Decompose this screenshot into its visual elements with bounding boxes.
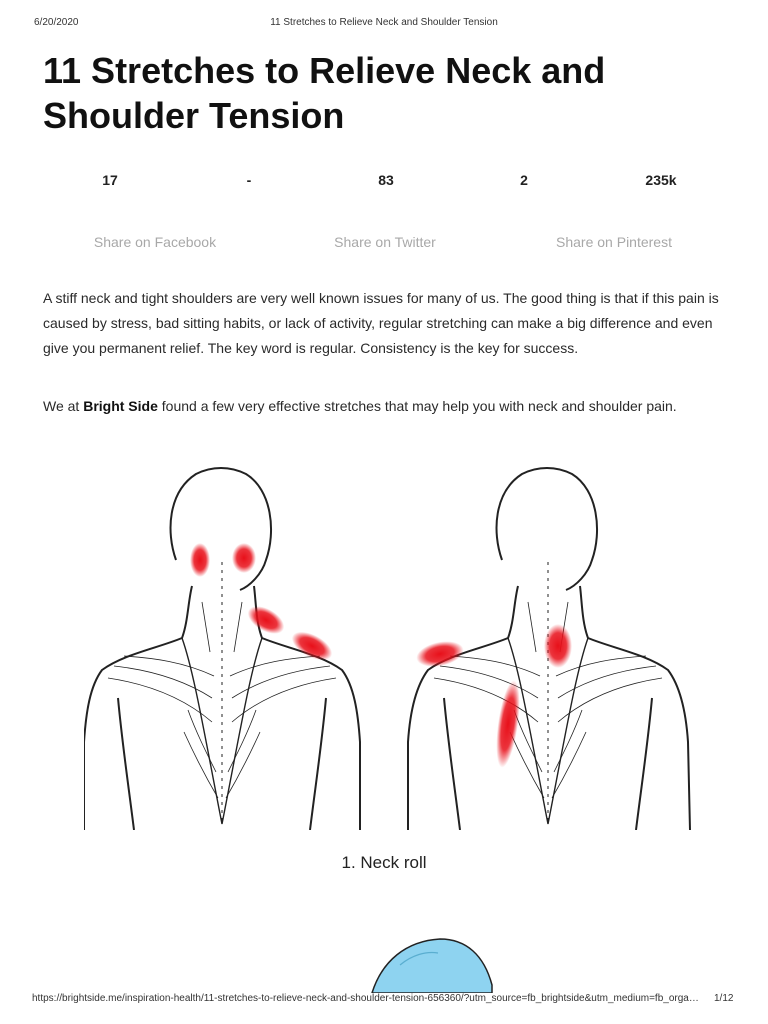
neck-shoulder-pain-points-illustration [84,462,696,830]
share-pinterest-button[interactable]: Share on Pinterest [556,234,672,250]
section-heading-neck-roll: 1. Neck roll [341,853,427,872]
bright-side-paragraph [43,394,733,419]
stat-count-5: 235k [645,172,677,188]
print-date: 6/20/2020 [34,17,79,28]
intro-paragraph: A stiff neck and tight shoulders are very well known issues for many of us. The good thing is that if this pain is caused by stress, bad sitting habits, or lack of activity, regular stretching can make a big difference and even give you permanent relief. The key word is regular. Consistency is the key for success. [43,290,719,356]
page-number: 1/12 [714,993,734,1004]
neck-roll-illustration-top [360,925,500,993]
left-pain-spots [190,543,337,666]
print-footer [0,993,768,1024]
article-title [43,48,743,138]
p2-prefix: We at [43,398,84,414]
share-twitter-button[interactable]: Share on Twitter [334,234,436,250]
title-line-2: Shoulder Tension [43,95,345,136]
stat-count-2: - [246,172,252,188]
print-url: https://brightside.me/inspiration-health/11-stretches-to-relieve-neck-and-shoulder-tension-656360/?utm_source=fb_brightside&utm_medium=fb_orga… [32,993,699,1004]
title-line-1: 11 Stretches to Relieve Neck and [43,50,606,91]
stat-count-4: 2 [520,172,528,188]
brand-name: Bright Side [83,398,158,414]
print-header [0,17,768,31]
stat-count-3: 83 [378,172,394,188]
p2-suffix: found a few very effective stretches that may help you with neck and shoulder pain. [157,398,677,414]
print-page-title: 11 Stretches to Relieve Neck and Shoulder Tension [270,17,498,28]
stat-count-1: 17 [102,172,118,188]
share-facebook-button[interactable]: Share on Facebook [93,234,217,250]
